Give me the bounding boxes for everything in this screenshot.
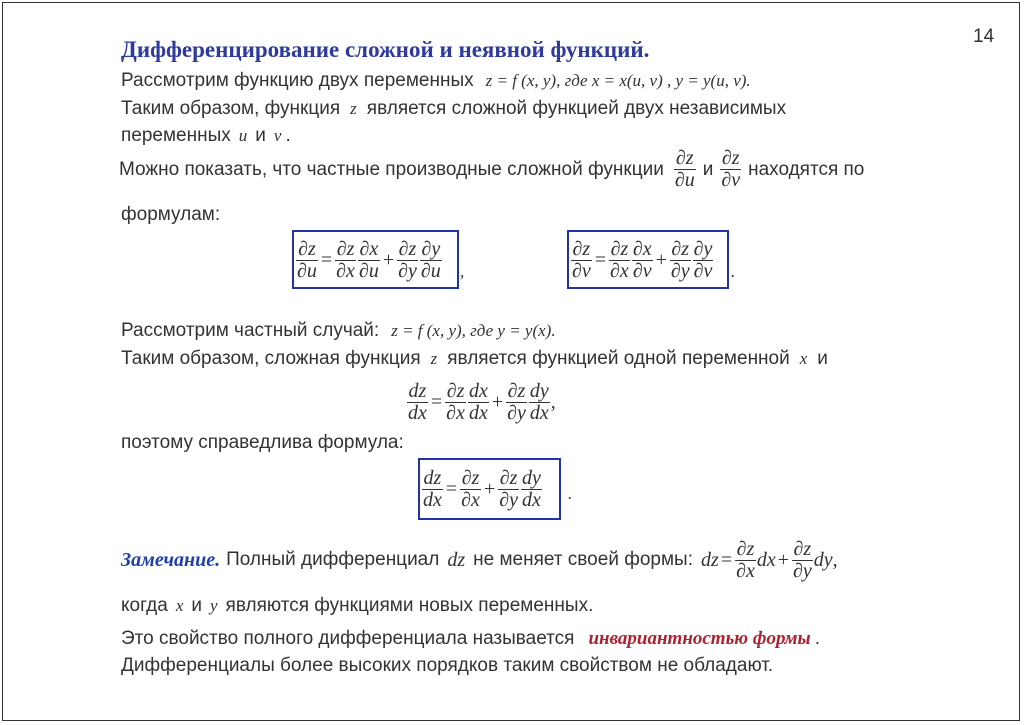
- fraction-dz-dv: ∂z ∂v: [721, 147, 741, 191]
- text-line-2: [121, 98, 786, 120]
- fraction-dz-du: ∂z ∂u: [674, 147, 695, 191]
- plus-sign: +: [483, 477, 496, 500]
- frac: dx dx: [468, 379, 488, 424]
- text-line-5: формулам:: [121, 204, 221, 225]
- text-line-7: [121, 348, 828, 370]
- plus-sign: +: [382, 248, 395, 271]
- line2-rest: является сложной функцией двух независимых: [366, 98, 787, 119]
- line4-text: Можно показать, что частные производные сложной функции: [119, 158, 664, 180]
- text-line-3: [121, 125, 291, 147]
- comma: ,: [832, 548, 838, 571]
- frac: $\frac{dz}{dx}$: [423, 466, 442, 511]
- line11-end: .: [814, 628, 821, 649]
- frac: $\frac{\partial z}{\partial x}$: [610, 237, 629, 282]
- line1-text: Рассмотрим функцию двух переменных: [121, 70, 474, 91]
- eq-sign: =: [430, 390, 443, 413]
- line4-and: и: [702, 158, 714, 180]
- frac: ∂y ∂u: [420, 237, 441, 282]
- line6-text: Рассмотрим частный случай:: [121, 320, 380, 341]
- frac: $\frac{\partial z}{\partial y}$: [670, 237, 690, 282]
- text-line-4: [119, 148, 864, 191]
- formula-dz-du: [295, 233, 443, 287]
- frac: $\frac{dz}{dx}$: [408, 379, 427, 424]
- text-line-10: [121, 595, 593, 617]
- formula-dz-dx-full: [406, 376, 556, 428]
- page-number: 14: [973, 26, 995, 47]
- line7-text: Таким образом, сложная функция: [121, 348, 421, 369]
- frac: $\frac{\partial z}{\partial v}$: [572, 237, 591, 282]
- line2-text: Таким образом, функция: [121, 98, 341, 119]
- text-line-6: [121, 320, 556, 342]
- line7-end: и: [817, 348, 828, 369]
- frac: $\frac{\partial z}{\partial y}$: [507, 379, 526, 424]
- line3-text: переменных: [121, 125, 231, 146]
- frac: dy dx: [521, 466, 541, 511]
- eq-sign: =: [320, 248, 333, 271]
- line10-text2: являются функциями новых переменных.: [225, 595, 594, 616]
- eq-sign: =: [720, 548, 733, 571]
- line11-text: Это свойство полного дифференциала называется: [121, 628, 575, 649]
- highlight-invariance: инвариантностью формы: [588, 628, 811, 649]
- frac: ∂x ∂v: [632, 237, 652, 282]
- line6-math: z = f (x, y), где y = y(x).: [391, 321, 556, 340]
- line10-x: x: [175, 596, 184, 615]
- frac: $\frac{\partial z}{\partial y}$: [499, 466, 518, 511]
- frac: ∂y ∂v: [693, 237, 713, 282]
- line4-end: находятся по: [748, 158, 865, 180]
- line7-rest: является функцией одной переменной: [447, 348, 790, 369]
- line3-end: .: [285, 125, 291, 146]
- line10-and: и: [191, 595, 202, 616]
- eq-sign: =: [594, 248, 607, 271]
- dz: dz: [700, 548, 719, 571]
- frac: $\frac{\partial z}{\partial x}$: [446, 379, 465, 424]
- dx: dx: [756, 548, 776, 571]
- frac: ∂x ∂u: [358, 237, 379, 282]
- frac: $\frac{\partial z}{\partial u}$: [297, 237, 317, 282]
- remark-label: Замечание.: [121, 548, 221, 571]
- frac: $\frac{\partial z}{\partial y}$: [793, 537, 812, 582]
- plus-sign: +: [491, 390, 504, 413]
- plus-sign: +: [655, 248, 667, 271]
- dy: dy: [813, 548, 833, 571]
- text-line-8: поэтому справедлива формула:: [121, 432, 404, 453]
- line10-y: y: [210, 596, 218, 615]
- line2-var: z: [350, 99, 357, 118]
- line10-text1: когда: [121, 595, 168, 616]
- line7-var: z: [430, 349, 438, 368]
- line3-and: и: [255, 125, 266, 146]
- text-line-12: Дифференциалы более высоких порядков таким свойством не обладают.: [121, 655, 774, 676]
- line3-u: u: [238, 126, 248, 145]
- remark-text1: Полный дифференциал: [226, 549, 440, 570]
- frac: $\frac{\partial z}{\partial x}$: [336, 237, 355, 282]
- frac: $\frac{\partial z}{\partial x}$: [736, 537, 755, 582]
- text-line-11: [121, 628, 820, 650]
- frac: $\frac{\partial z}{\partial y}$: [398, 237, 417, 282]
- eq-sign: =: [445, 477, 458, 500]
- line1-math: z = f (x, y), где x = x(u, v) , y = y(u, v).: [485, 71, 751, 90]
- comma: ,: [460, 262, 465, 281]
- period: .: [731, 262, 736, 281]
- remark-text2: не меняет своей формы:: [473, 549, 693, 570]
- period: .: [568, 484, 573, 503]
- comma: ,: [550, 390, 556, 413]
- remark-dz: dz: [447, 548, 466, 571]
- line3-v: v: [273, 126, 282, 145]
- formula-dz-dx: [421, 462, 543, 516]
- page-title: Дифференцирование сложной и неявной функций.: [121, 37, 650, 62]
- formula-dz-dv: [570, 233, 714, 287]
- frac: dy dx: [529, 379, 549, 424]
- frac: $\frac{\partial z}{\partial x}$: [461, 466, 480, 511]
- text-line-1: [121, 70, 751, 92]
- plus-sign: +: [777, 548, 789, 571]
- remark-line: [121, 532, 838, 588]
- line7-x: x: [799, 349, 808, 368]
